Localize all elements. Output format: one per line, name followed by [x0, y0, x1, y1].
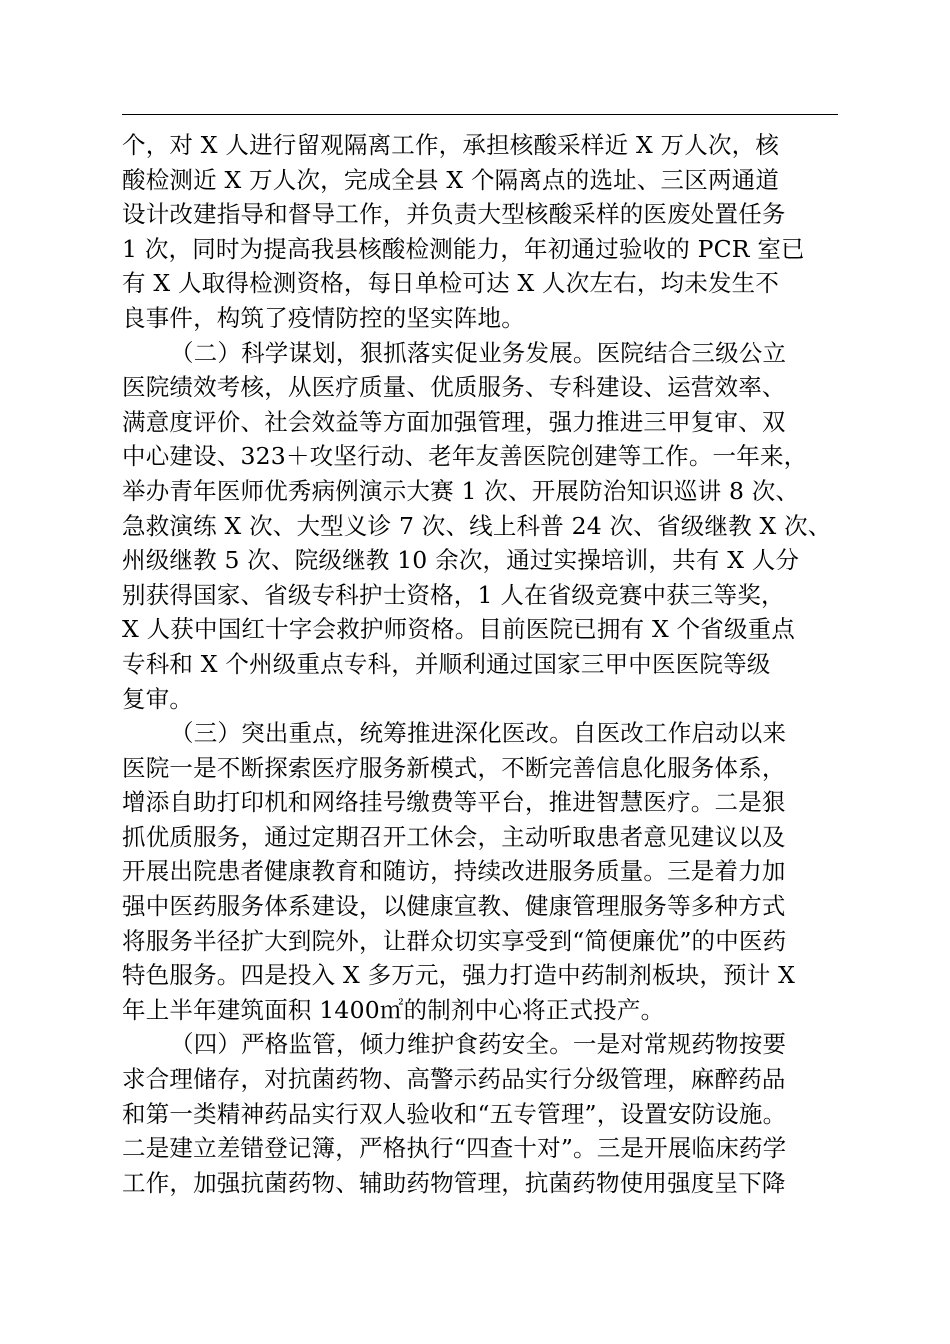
text-line: 复审。 — [122, 684, 194, 713]
text-line: 1 次，同时为提高我县核酸检测能力，年初通过验收的 PCR 室已 — [122, 234, 805, 263]
text-line: 专科和 X 个州级重点专科，并顺利通过国家三甲中医医院等级 — [122, 649, 771, 678]
text-line: 满意度评价、社会效益等方面加强管理，强力推进三甲复审、双 — [122, 407, 786, 436]
text-line: 个，对 X 人进行留观隔离工作，承担核酸采样近 X 万人次，核 — [122, 131, 780, 159]
body-text — [122, 128, 862, 1200]
text-line: 将服务半径扩大到院外，让群众切实享受到“简便廉优”的中医药 — [122, 926, 787, 955]
text-line: 工作，加强抗菌药物、辅助药物管理，抗菌药物使用强度呈下降 — [122, 1168, 786, 1197]
text-line: 年上半年建筑面积 1400㎡的制剂中心将正式投产。 — [122, 995, 665, 1024]
text-line: 设计改建指导和督导工作，并负责大型核酸采样的医废处置任务 — [122, 200, 786, 229]
text-line: （四）严格监管，倾力维护食药安全。一是对常规药物按要 — [170, 1030, 787, 1059]
text-line: （三）突出重点，统筹推进深化医改。自医改工作启动以来 — [170, 719, 787, 748]
text-line: 抓优质服务，通过定期召开工休会，主动听取患者意见建议以及 — [122, 822, 786, 851]
text-line: 举办青年医师优秀病例演示大赛 1 次、开展防治知识巡讲 8 次、 — [122, 476, 800, 505]
text-line: 二是建立差错登记簿，严格执行“四查十对”。三是开展临床药学 — [122, 1134, 787, 1163]
text-line: 急救演练 X 次、大型义诊 7 次、线上科普 24 次、省级继教 X 次、 — [122, 511, 832, 540]
text-line: 增添自助打印机和网络挂号缴费等平台，推进智慧医疗。二是狠 — [122, 788, 786, 817]
text-line: X 人获中国红十字会救护师资格。目前医院已拥有 X 个省级重点 — [122, 615, 796, 644]
header-rule — [122, 114, 838, 115]
text-line: 别获得国家、省级专科护士资格，1 人在省级竞赛中获三等奖， — [122, 580, 785, 609]
text-line: 酸检测近 X 万人次，完成全县 X 个隔离点的选址、三区两通道 — [122, 165, 780, 194]
text-line: 有 X 人取得检测资格，每日单检可达 X 人次左右，均未发生不 — [122, 269, 780, 298]
text-line: 开展出院患者健康教育和随访，持续改进服务质量。三是着力加 — [122, 857, 786, 886]
text-line: 中心建设、323＋攻坚行动、老年友善医院创建等工作。一年来， — [122, 442, 808, 471]
text-line: 和第一类精神药品实行双人验收和“五专管理”，设置安防设施。 — [122, 1099, 787, 1128]
text-line: 强中医药服务体系建设，以健康宣教、健康管理服务等多种方式 — [122, 892, 786, 921]
text-line: 医院一是不断探索医疗服务新模式，不断完善信息化服务体系， — [122, 753, 786, 782]
text-line: 良事件，构筑了疫情防控的坚实阵地。 — [122, 303, 525, 332]
text-line: （二）科学谋划，狠抓落实促业务发展。医院结合三级公立 — [170, 338, 787, 367]
text-line: 医院绩效考核，从医疗质量、优质服务、专科建设、运营效率、 — [122, 373, 786, 402]
text-line: 州级继教 5 次、院级继教 10 余次，通过实操培训，共有 X 人分 — [122, 546, 800, 575]
text-line: 求合理储存，对抗菌药物、高警示药品实行分级管理，麻醉药品 — [122, 1065, 786, 1094]
text-line: 特色服务。四是投入 X 多万元，强力打造中药制剂板块，预计 X — [122, 961, 796, 990]
